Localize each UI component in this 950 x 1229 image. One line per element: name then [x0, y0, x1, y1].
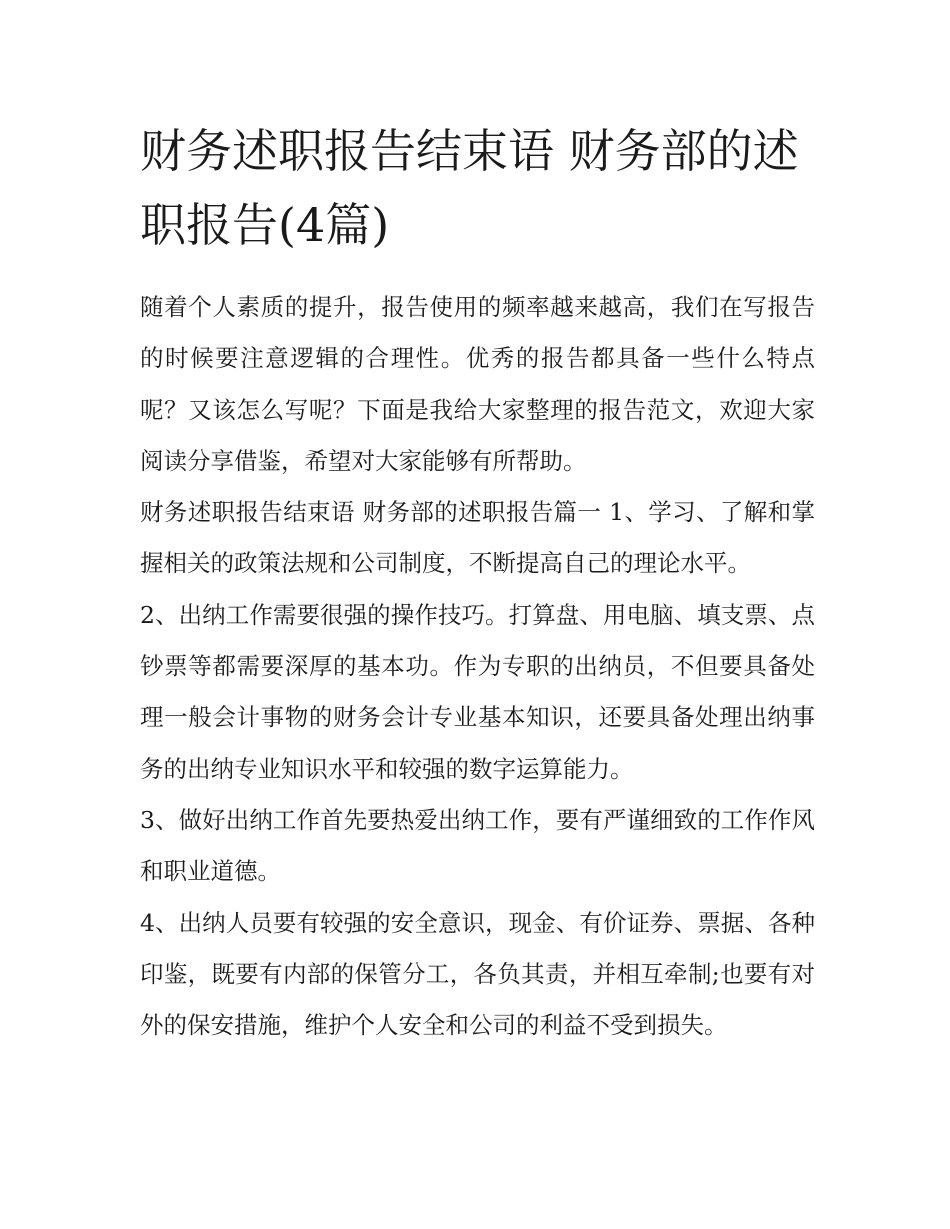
paragraph-item-4: 4、出纳人员要有较强的安全意识，现金、有价证券、票据、各种印鉴，既要有内部的保管分工，各负其责，并相互牵制;也要有对外的保安措施，维护个人安全和公司的利益不受到损失。	[140, 908, 815, 1040]
paragraph-item-1: 财务述职报告结束语 财务部的述职报告篇一 1、学习、了解和掌握相关的政策法规和公司制度，不断提高自己的理论水平。	[140, 498, 815, 578]
paragraph-item-2: 2、出纳工作需要很强的操作技巧。打算盘、用电脑、填支票、点钞票等都需要深厚的基本功。作为专职的出纳员，不但要具备处理一般会计事物的财务会计专业基本知识，还要具备处理出纳事务的出纳专业知识水平和较强的数字运算能力。	[140, 600, 815, 783]
document-title: 财务述职报告结束语 财务部的述职报告(4篇)	[140, 124, 799, 252]
paragraph-intro: 随着个人素质的提升，报告使用的频率越来越高，我们在写报告的时候要注意逻辑的合理性。优秀的报告都具备一些什么特点呢？又该怎么写呢？下面是我给大家整理的报告范文，欢迎大家阅读分享借鉴，希望对大家能够有所帮助。	[140, 293, 815, 475]
paragraph-item-3: 3、做好出纳工作首先要热爱出纳工作，要有严谨细致的工作作风和职业道德。	[140, 805, 815, 886]
document-body	[140, 282, 815, 1051]
